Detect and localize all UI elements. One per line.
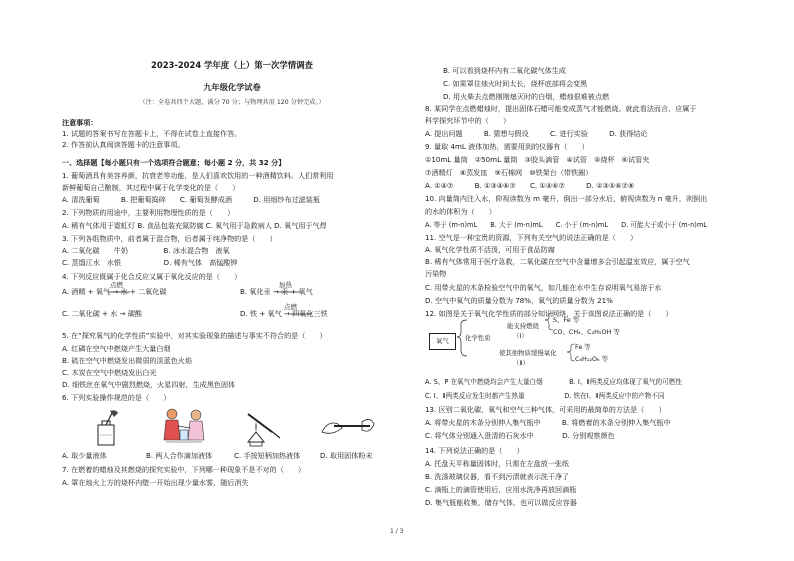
diagram-branch-label: 化学性质 [465,334,491,342]
option-line: A. 红磷在空气中燃烧产生大量白烟 [62,344,171,353]
reaction-condition: 点燃 [284,303,297,311]
q6-option-d: D. 取用固体粉末 [320,451,373,460]
diagram-upper-item: CO、CH₄、C₂H₅OH 等 [553,328,620,336]
q6-option-b: B. 两人合作滴加液体 [146,451,213,460]
option-line: D. 细铁丝在氧气中剧烈燃烧，火星四射，生成黑色固体 [62,380,236,389]
option-line: C. 将气体分别通入澄清的石灰水中 D. 分别观察颜色 [425,431,615,440]
option-line: A. 托盘天平称量固体时，只需在左盘放一张纸 [425,459,570,468]
dropper-bottle-illustration [92,409,122,449]
option-line: A. 二氧化碳 牛奶 B. 冰水混合物 液氧 [62,246,230,255]
option-line: C. 滴瓶上的滴管使用后，应用水洗净再放回滴瓶 [425,485,577,494]
powder-spatula-illustration [320,410,376,444]
diagram-upper-num: （Ⅰ） [513,332,528,340]
question-line: 6. 下列实验操作规范的是（ ） [62,393,171,402]
question-line: 科学探究环节中的（ ） [425,116,511,125]
diagram-root-box: 氧气 [429,333,456,350]
exam-title: 2023-2024 学年度（上）第一次学情调查 [151,60,313,70]
question-line: 2. 下列物质的用途中，主要利用物理性质的是（ ） [62,208,235,217]
option-line: ①10mL 量筒 ②50mL 量筒 ③胶头滴管 ④试管 ⑤烧杯 ⑥试管夹 [425,155,650,164]
diagram-lower-item: Fe 等 [575,343,591,351]
q6-option-a: A. 取少量液体 [62,451,107,460]
question-line: 14. 下列说法正确的是（ ） [425,446,524,455]
question-line: 1. 葡萄酒具有美容养颜，抗衰老等功能，是人们喜欢饮用的一种酒精饮料。人们常利用 [62,171,334,180]
option-line: C. 木炭在空气中燃烧发出白光 [62,368,157,377]
reaction-arrow [290,312,312,316]
question-line: 12. 如图是关于氧气化学性质的部分知识网络，关于该图说法正确的是（ ） [425,309,673,318]
q4-option-b: B. 氧化汞 → 汞 + 氧气 [240,287,313,296]
exam-subtitle: 九年级化学试卷 [203,82,261,92]
option-line: A. S、P 在氧气中燃烧均会产生大量白烟 B. Ⅰ、Ⅱ两类反应均体现了氧气的可燃性 [425,378,682,386]
option-line: C. 用带火星的木条检验空气中的氧气，如几能在水中生存说明氧气易溶于水 [425,283,662,292]
option-line: C. 如果罩住烛火时间太长，烧杯底部将会变黑 [443,79,588,88]
question-line: 3. 下列各组物质中，前者属于混合物，后者属于纯净物的是（ ） [62,234,277,243]
option-line: B. 稀有气体常用于医疗急救，二氧化碳在空气中含量增多会引起温室效应，属于空气 [425,257,690,266]
option-line: D. 用火柴去点燃刚刚熄灭时的白烟，蜡烛很难被点燃 [443,92,610,101]
option-line: A. ①④⑦ B. ①③④⑥⑦ C. ①④⑥⑦ D. ②③⑤⑥⑦⑧ [425,181,635,190]
diagram-upper-item: S、Fe 等 [553,316,580,324]
q4-option-d: D. 铁 + 氧气 → 四氧化三铁 [240,309,328,318]
option-line: D. 集气瓶能收集、储存气体，也可以做反应容器 [425,498,577,507]
diagram-lower-item: C₆H₁₂O₆ 等 [575,355,608,363]
question-line: 11. 空气是一种宝贵的资源，下列有关空气的说法正确的是（ ） [425,233,638,242]
reaction-condition: 点燃 [110,281,123,289]
option-line: A. 稀有气体用于霓虹灯 B. 食品包装充氮防腐 C. 氧气用于急救病人 D. 氧气用于气焊 [62,221,327,230]
diagram-connectors [425,312,585,372]
option-line: A. 提出问题 B. 猜想与假设 C. 进行实验 D. 获得结论 [425,129,648,138]
diagram-lower-label: 使其他物质缓慢氧化 [499,349,557,357]
notice-item: 2. 作答前认真阅读答题卡的注意事项。 [62,140,185,149]
tube-heating-illustration [242,408,284,448]
question-line: 10. 向量筒内注入水，仰视读数为 m 毫升，倒出一部分水后，俯视读数为 n 毫升，则倒出 [425,194,708,203]
option-line: 污染物 [425,269,447,278]
option-line: A. 罩在烛火上方的烧杯内壁一开始出现少量水雾，随后消失 [62,478,249,487]
reaction-condition: 加热 [279,281,292,289]
option-line: A. 将带火星的木条分别伸入集气瓶中 B. 将燃着的木条分别伸入集气瓶中 [425,418,671,427]
option-line: C. Ⅰ、Ⅱ两类反应发生时都产生热量 D. 铁在Ⅰ、Ⅱ两类反应中的产物不同 [425,392,665,400]
option-line: C. 蒸馏江水 水银 D. 稀有气体 高锰酸钾 [62,258,238,267]
notice-heading: 注意事项： [62,118,98,127]
question-line: 13. 区别二氧化碳、氧气和空气三种气体，可采用的最简单的方法是（ ） [425,405,666,414]
q6-option-c: C. 手按短柄加热液体 [234,451,301,460]
exam-note: （注：全卷共四个大题，满分 70 分；与物理共用 120 分钟完成。） [139,99,325,106]
option-line: B. 洗涤玻璃仪器，看不到污渍就表示洗干净了 [425,472,570,481]
question-line: 5. 在“探究氧气的化学性质”实验中，对其实验现象的描述与事实不符合的是（ ） [62,331,327,340]
two-people-illustration [162,406,208,448]
option-line: A. 清洗葡萄 B. 把葡萄捣碎 C. 葡萄发酵成酒 D. 用细纱布过滤装瓶 [62,195,320,204]
reaction-arrow [278,290,300,294]
reaction-arrow [108,290,130,294]
option-line: D. 空气中氧气的质量分数为 78%，氧气的质量分数为 21% [425,296,613,305]
diagram-upper-label: 能支持燃烧 [507,322,539,330]
question-line: 的水的体积为（ ） [425,207,496,216]
option-line: A. 等于 (m-n)mL B. 大于 (m-n)mL C. 小于 (m-n)mL D. 可能大于或小于 (m-n)mL [425,221,707,229]
section-heading: 一、选择题【每小题只有一个选项符合题意；每小题 2 分，共 32 分】 [62,158,286,167]
option-line: A. 氧气化学性质不活泼，可用于食品防腐 [425,245,555,254]
option-line: ⑦酒精灯 ⑧蒸发皿 ⑨石棉网 ⑩铁架台（带铁圈） [425,168,593,177]
notice-item: 1. 试题的答案书写在答题卡上，不得在试卷上直接作答。 [62,129,242,138]
q4-option-a: A. 酒精 + 氧气 → 水 + 二氧化碳 [62,287,167,296]
q4-option-c: C. 二氧化碳 + 水 → 碳酸 [62,309,143,318]
question-line: 4. 下列反应既属于化合反应又属于氧化反应的是（ ） [62,272,242,281]
question-line: 7. 在燃着的蜡烛及其燃烧的探究实验中，下列哪一种现象不是不对的（ ） [62,465,306,474]
page-number: 1 / 3 [390,528,404,535]
diagram-lower-num: （Ⅱ） [513,359,529,367]
option-line: B. 可以看到烧杯内有二氧化碳气体生成 [443,66,566,75]
question-line: 新鲜葡萄自己酿制，其过程中属于化学变化的是（ ） [62,183,240,192]
question-line: 9. 量取 4mL 液体加热，需要用到的仪器有（ ） [425,142,589,151]
option-line: B. 硫在空气中燃烧发出微弱的淡蓝色火焰 [62,356,192,365]
question-line: 8. 某同学在点燃蜡烛时，提出固体石蜡可能变成蒸气才能燃烧。就此看法而言，应属于 [425,104,697,113]
